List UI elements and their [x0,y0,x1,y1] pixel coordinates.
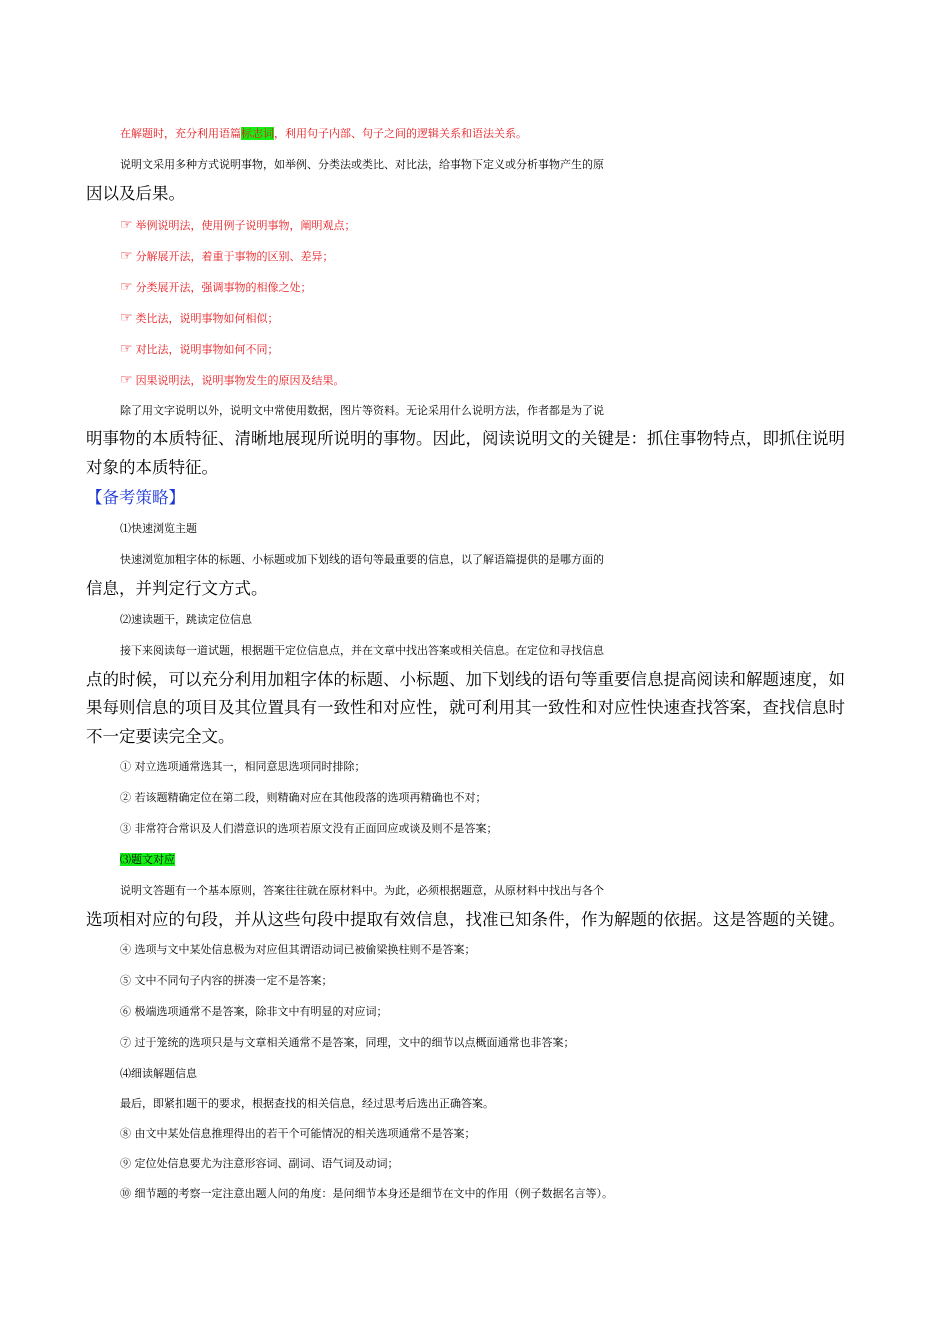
intro-paragraph-line: 说明文采用多种方式说明事物，如举例、分类法或类比、对比法，给事物下定义或分析事物产生的原 [120,158,604,171]
method-item-text: 分类展开法，强调事物的相像之处； [135,281,312,294]
tip-item: ⑨ 定位处信息要尤为注意形容词、副词、语气词及动词； [120,1157,399,1170]
pointing-hand-icon: ☞ [120,248,133,264]
pointing-hand-icon: ☞ [120,372,133,388]
paragraph-line: 不一定要读完全文。 [86,727,235,746]
tip-item: ② 若该题精确定位在第二段，则精确对应在其他段落的选项再精确也不对； [120,791,487,804]
section-title-highlight: ⑶题文对应 [120,853,175,866]
section-title: ⑴快速浏览主题 [120,522,197,535]
method-item-text: 举例说明法，使用例子说明事物，阐明观点； [135,219,356,232]
tip-item: ④ 选项与文中某处信息极为对应但其谓语动词已被偷梁换柱则不是答案； [120,943,476,956]
tip-item: ③ 非常符合常识及人们潜意识的选项若原文没有正面回应或谈及则不是答案； [120,822,498,835]
paragraph-line: 对象的本质特征。 [86,458,218,477]
section-title [120,850,900,870]
intro-tip-before: 在解题时，充分利用语篇 [120,127,241,140]
paragraph-line: 快速浏览加粗字体的标题、小标题或加下划线的语句等最重要的信息，以了解语篇提供的是哪方面的 [120,553,604,566]
tip-item: ① 对立选项通常选其一，相同意思选项同时排除； [120,760,366,773]
method-item-text: 因果说明法，说明事物发生的原因及结果。 [135,374,345,387]
highlighted-keyword: 标志词 [241,127,274,140]
paragraph-line: 最后，即紧扣题干的要求，根据查找的相关信息，经过思考后选出正确答案。 [120,1097,494,1110]
method-item [120,215,900,236]
section-title: ⑵速读题干，跳读定位信息 [120,613,252,626]
strategy-heading: 【备考策略】 [86,488,185,507]
paragraph-line: 点的时候，可以充分利用加粗字体的标题、小标题、加下划线的语句等重要信息提高阅读和解题速度，如 [86,670,845,689]
paragraph-line: 说明文答题有一个基本原则，答案往往就在原材料中。为此，必须根据题意，从原材料中找出与各个 [120,884,604,897]
method-item [120,339,900,360]
method-item-text: 类比法，说明事物如何相似； [135,312,279,325]
intro-tip-after: ，利用句子内部、句子之间的逻辑关系和语法关系。 [274,127,527,140]
method-item-text: 分解展开法，着重于事物的区别、差异； [135,250,334,263]
intro-paragraph-line: 因以及后果。 [86,184,185,203]
tip-item: ⑤ 文中不同句子内容的拼凑一定不是答案； [120,974,333,987]
pointing-hand-icon: ☞ [120,279,133,295]
paragraph-line: 果每则信息的项目及其位置具有一致性和对应性，就可利用其一致性和对应性快速查找答案，查找信息时 [86,698,845,717]
tip-item: ⑧ 由文中某处信息推理得出的若干个可能情况的相关选项通常不是答案； [120,1127,476,1140]
tip-item: ⑩ 细节题的考察一定注意出题人问的角度：是问细节本身还是细节在文中的作用（例子数据名言等）。 [120,1187,613,1200]
method-item [120,246,900,267]
paragraph-line: 明事物的本质特征、清晰地展现所说明的事物。因此，阅读说明文的关键是：抓住事物特点，即抓住说明 [86,429,845,448]
method-item [120,277,900,298]
method-item [120,370,900,391]
method-item-text: 对比法，说明事物如何不同； [135,343,279,356]
tip-item: ⑦ 过于笼统的选项只是与文章相关通常不是答案，同理，文中的细节以点概面通常也非答案； [120,1036,575,1049]
intro-tip [120,124,900,144]
pointing-hand-icon: ☞ [120,217,133,233]
paragraph-line: 接下来阅读每一道试题，根据题干定位信息点，并在文章中找出答案或相关信息。在定位和寻找信息 [120,644,604,657]
paragraph-line: 除了用文字说明以外，说明文中常使用数据，图片等资料。无论采用什么说明方法，作者都是为了说 [120,404,604,417]
section-title: ⑷细读解题信息 [120,1067,197,1080]
pointing-hand-icon: ☞ [120,310,133,326]
paragraph-line: 选项相对应的句段，并从这些句段中提取有效信息，找准已知条件，作为解题的依据。这是答题的关键。 [86,910,845,929]
pointing-hand-icon: ☞ [120,341,133,357]
paragraph-line: 信息，并判定行文方式。 [86,579,268,598]
tip-item: ⑥ 极端选项通常不是答案，除非文中有明显的对应词； [120,1005,388,1018]
method-item [120,308,900,329]
